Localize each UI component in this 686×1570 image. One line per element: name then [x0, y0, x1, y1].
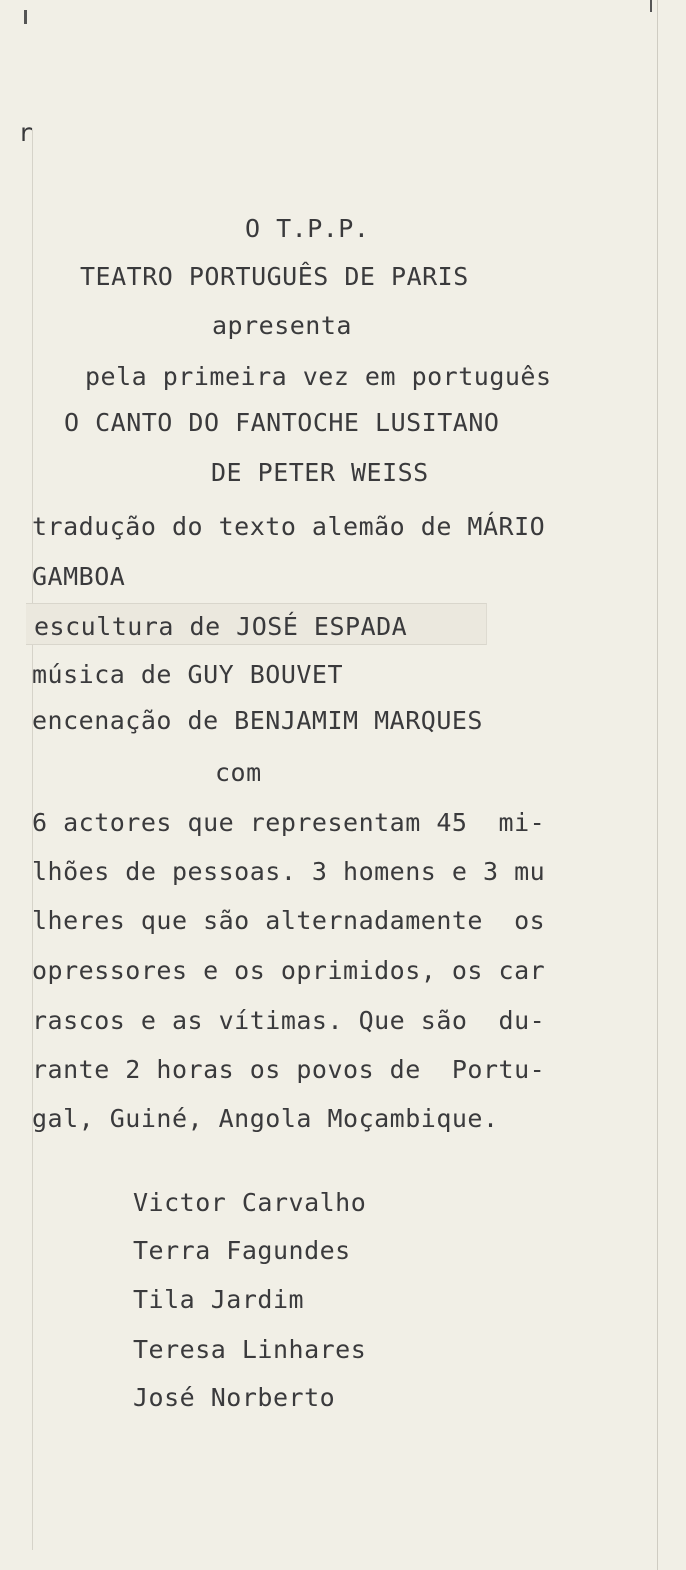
cast-member: Terra Fagundes	[133, 1236, 351, 1265]
description-line: lhões de pessoas. 3 homens e 3 mu	[32, 857, 546, 886]
presents-text: apresenta	[212, 311, 352, 340]
description-line: 6 actores que representam 45 mi-	[32, 808, 546, 837]
with-text: com	[215, 758, 262, 787]
description-line: rante 2 horas os povos de Portu-	[32, 1055, 546, 1084]
music-credit: música de GUY BOUVET	[32, 660, 344, 689]
description-line: gal, Guiné, Angola Moçambique.	[32, 1104, 499, 1133]
cast-member: Teresa Linhares	[133, 1335, 367, 1364]
description-line: lheres que são alternadamente os	[32, 906, 546, 935]
margin-mark: r	[18, 118, 34, 147]
first-time-text: pela primeira vez em português	[85, 362, 552, 391]
translation-credit-cont: GAMBOA	[32, 562, 126, 591]
description-line: rascos e as vítimas. Que são du-	[32, 1006, 546, 1035]
play-author: DE PETER WEISS	[211, 458, 429, 487]
cast-member: José Norberto	[133, 1383, 336, 1412]
sculpture-credit: escultura de JOSÉ ESPADA	[34, 612, 408, 641]
paper-fold-line	[657, 0, 658, 1570]
cast-member: Tila Jardim	[133, 1285, 305, 1314]
corner-tick-mark	[24, 10, 27, 24]
left-margin-line	[32, 130, 33, 1550]
description-line: opressores e os oprimidos, os car	[32, 956, 546, 985]
corner-tick-mark	[650, 0, 652, 12]
cast-member: Victor Carvalho	[133, 1188, 367, 1217]
translation-credit: tradução do texto alemão de MÁRIO	[32, 512, 546, 541]
org-full-name: TEATRO PORTUGUÊS DE PARIS	[80, 262, 469, 291]
play-title: O CANTO DO FANTOCHE LUSITANO	[64, 408, 500, 437]
staging-credit: encenação de BENJAMIM MARQUES	[32, 706, 483, 735]
org-abbreviation: O T.P.P.	[245, 214, 370, 243]
